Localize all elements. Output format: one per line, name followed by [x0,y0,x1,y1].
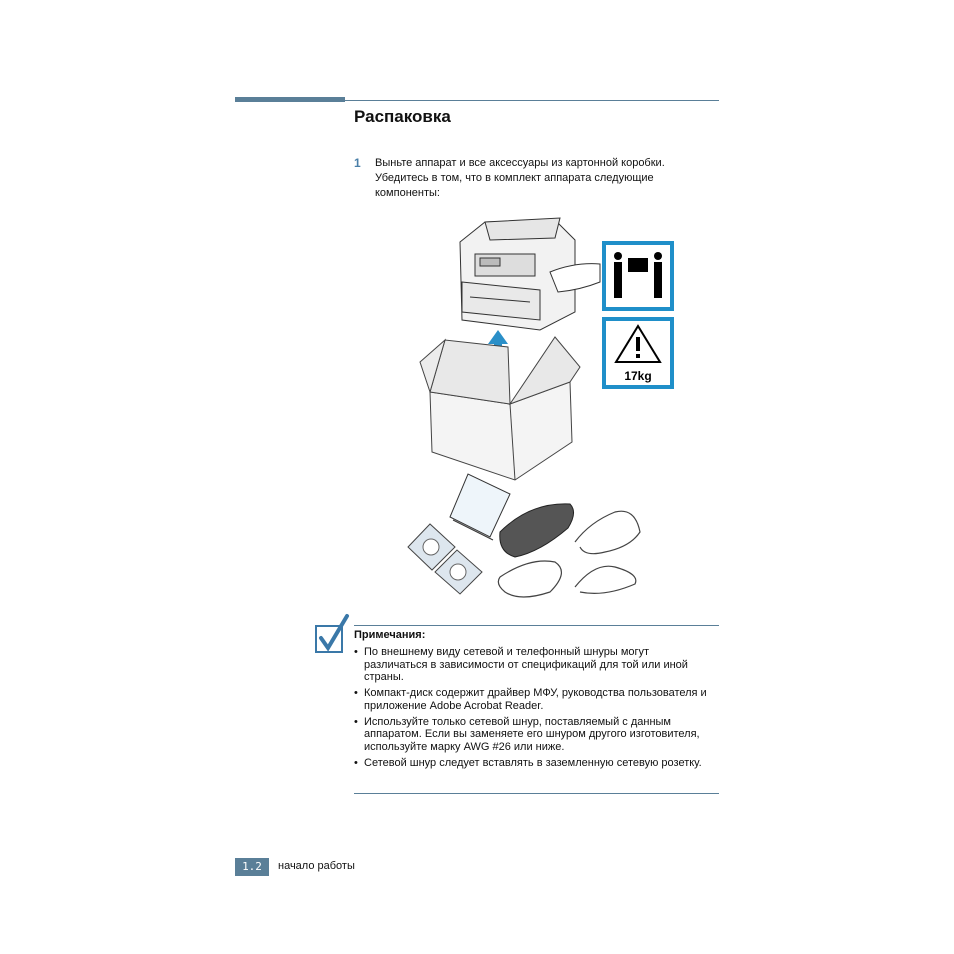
step-text: Выньте аппарат и все аксессуары из картонной коробки. Убедитесь в том, что в комплект аппарата следующие компоненты: [375,157,665,199]
box-image [420,337,580,480]
footer-section: начало работы [278,860,355,872]
unpacking-illustration [390,212,690,612]
step-number: 1 [354,156,361,170]
note-item: • Компакт-диск содержит драйвер МФУ, руководства пользователя и приложение Adobe Acrobat Reader. [354,687,714,712]
note-item: • По внешнему виду сетевой и телефонный шнуры могут различаться в зависимости от спецификаций для той или иной страны. [354,646,714,684]
note-title: Примечания: [354,629,426,641]
note-item: • Сетевой шнур следует вставлять в заземленную сетевую розетку. [354,757,714,770]
note-rule-bottom [354,793,719,794]
two-person-lift-icon [602,241,674,311]
warning-triangle-icon [602,317,674,389]
weight-label: 17kg [624,369,652,383]
note-rule-top [354,625,719,626]
manual-image [450,474,510,540]
note-list [354,646,714,773]
note-check-icon [313,612,351,656]
note-item: • Используйте только сетевой шнур, поставляемый с данным аппаратом. Если вы заменяете его шнуром другого изготовителя, используйте марку AWG #26 или ниже. [354,716,714,754]
header-rule [235,100,719,101]
printer-image [460,218,600,330]
page-title: Распаковка [354,107,451,126]
cd-image [408,524,482,594]
page-number: 1.2 [235,858,269,876]
toner-cartridge-image [500,504,574,557]
